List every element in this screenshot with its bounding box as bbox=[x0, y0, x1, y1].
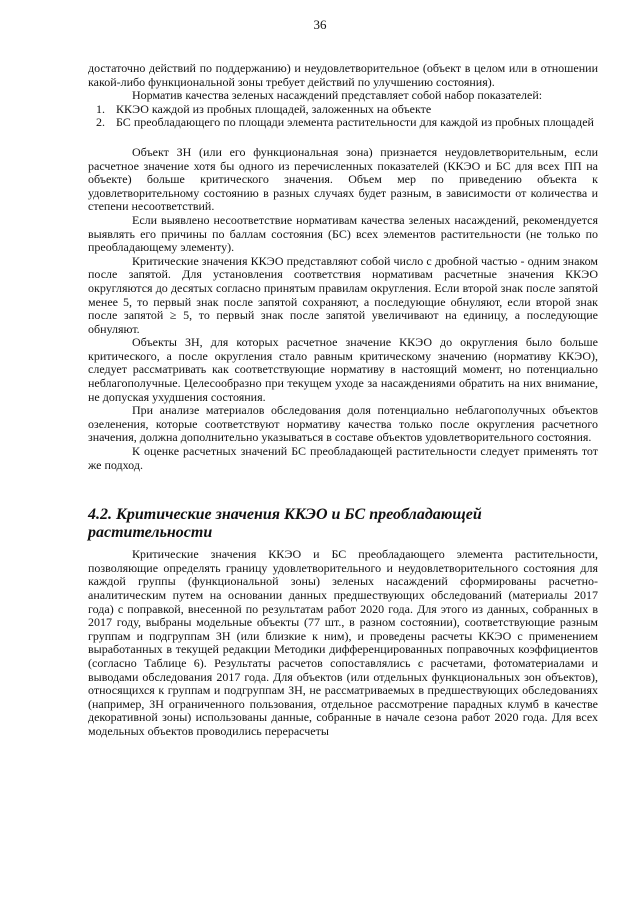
list-item-number: 1. bbox=[96, 101, 105, 116]
paragraph-bs-approach: К оценке расчетных значений БС преобладающей растительности следует применять тот же подход. bbox=[88, 444, 598, 472]
paragraph-continuation: достаточно действий по поддержанию) и неудовлетворительное (объект в целом или в отношении какой-либо функциональной зоны требует действий по улучшению состояния). bbox=[88, 61, 598, 89]
section-heading: 4.2. Критические значения ККЭО и БС преобладающей растительности bbox=[88, 506, 482, 542]
paragraph-causes: Если выявлено несоответствие нормативам качества зеленых насаждений, рекомендуется выявлять его причины по баллам состояния (БС) всех элементов растительности (не только по преобладающему элементу). bbox=[88, 212, 598, 255]
page-number: 36 bbox=[313, 17, 327, 32]
paragraph-analysis-share: При анализе материалов обследования доля потенциально неблагополучных объектов озеленения, которые соответствуют нормативу качества только после округления расчетного значения, должна дополнительно указываться в составе объектов удовлетворительного состояния. bbox=[88, 403, 598, 445]
paragraph-potentially-unfavorable: Объекты ЗН, для которых расчетное значение ККЭО до округления было больше критического, а после округления стало равным критическому значению (нормативу ККЭО), следует рассматривать как соответствующие нормативу в настоящий момент, но потенциально неблагополучные. Целесообразно при текущем уходе за насаждениями обратить на них внимание, не допуская ухудшения состояния. bbox=[88, 335, 598, 404]
norm-indicator-list bbox=[88, 103, 598, 130]
paragraph-rounding-rules: Критические значения ККЭО представляют собой число с дробной частью - одним знаком после запятой. Для установления соответствия нормативам расчетные значения ККЭО округляются до десятых согласно принятым правилам округления. Если второй знак после запятой менее 5, то первый знак после запятой сохраняют, а последующие обнуляют, если второй знак после запятой ≥ 5, то первый знак после запятой увеличивают на единицу, а последующие обнуляют. bbox=[88, 253, 598, 336]
paragraph-unsatisfactory-criteria: Объект ЗН (или его функциональная зона) признается неудовлетворительным, если расчетное значение хотя бы одного из перечисленных показателей (ККЭО и БС для всех ПП на объекте) больше критического значения. Объем мер по приведению объекта к удовлетворительному состоянию в разных случаях будет разным, в зависимости от количества и степени несоответствий. bbox=[88, 144, 598, 214]
list-item bbox=[96, 101, 598, 117]
list-item-text: ККЭО каждой из пробных площадей, заложенных на объекте bbox=[116, 101, 432, 116]
list-item bbox=[96, 115, 598, 130]
page-body bbox=[88, 62, 598, 739]
list-item-text: БС преобладающего по площади элемента растительности для каждой из пробных площадей bbox=[116, 115, 594, 130]
paragraph-section-body: Критические значения ККЭО и БС преобладающего элемента растительности, позволяющие определять границу удовлетворительного и неудовлетворительного состояния для каждой группы (функциональной зоны) зеленых насаждений сформированы расчетно-аналитическим путем на основании данных предшествующих обследований (материалы 2017 года) с поправкой, внесенной по результатам работ 2020 года. Для этого из данных, собранных в 2017 году, выбраны модельные объекты (77 шт., в разном состоянии), соответствующие разным группам и подгруппам ЗН (или близкие к ним), и проведены расчеты ККЭО с применением выработанных в текущей редакции Методики дифференцированных поправочных коэффициентов (согласно Таблице 6). Результаты расчетов сопоставлялись с расчетами, фотоматериалами и выводами обследования 2017 года. Для объектов (или отдельных функциональных зон объектов), относящихся к группам и подгруппам ЗН, не рассматриваемых в предшествующих обследованиях (например, ЗН ограниченного пользования, отдельное рассмотрение парадных клумб в качестве декоративной зоны) использованы данные, собранные в начале сезона работ 2020 года. Для всех модельных объектов проводились перерасчеты bbox=[88, 547, 598, 738]
paragraph-norm-intro: Норматив качества зеленых насаждений представляет собой набор показателей: bbox=[132, 88, 543, 103]
list-item-number: 2. bbox=[96, 115, 105, 130]
